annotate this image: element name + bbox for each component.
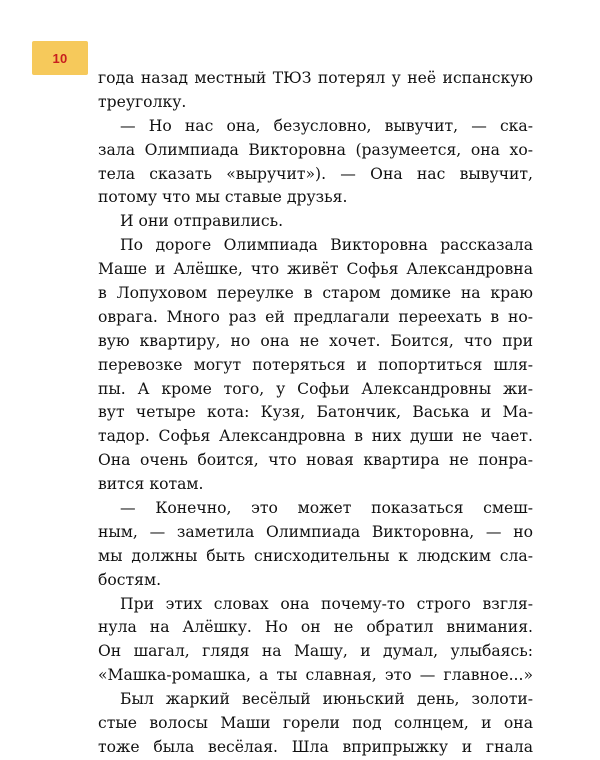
text-line: в Лопуховом переулке в старом домике на краю [98,284,533,303]
text-line: Он шагал, глядя на Машу, и думал, улыбаясь: [98,642,533,661]
text-line: треуголку. [98,92,187,111]
text-line: стые волосы Маши горели под солнцем, и она [98,714,533,733]
text-line: — Конечно, это может показаться смеш- [120,499,533,518]
text-line: мы должны быть снисходительны к людским сла- [98,546,533,565]
text-line: вится котам. [98,475,204,494]
text-line: зала Олимпиада Викторовна (разумеется, она хо- [98,140,533,159]
page-number-badge [32,41,88,75]
text-line: По дороге Олимпиада Викторовна рассказала [120,236,533,255]
text-line: тадор. Софья Александровна в них души не чает. [98,427,533,446]
text-line: — Но нас она, безусловно, вывучит, — ска- [120,116,533,135]
text-line: перевозке могут потеряться и попортиться шля- [98,355,533,374]
text-line: тоже была весёлая. Шла вприпрыжку и гнала [98,737,533,756]
text-line: «Машка-ромашка, а ты славная, это — главное...» [98,666,533,685]
text-line: пы. А кроме того, у Софьи Александровны жи- [98,379,533,398]
text-line: Маше и Алёшке, что живёт Софья Александровна [98,260,533,279]
text-line: нула на Алёшку. Но он не обратил внимания. [98,618,533,637]
text-line: тела сказать «выручит»). — Она нас вывучит, [98,164,533,183]
text-line: Она очень боится, что новая квартира не понра- [98,451,533,470]
body-text [98,67,533,760]
text-line: И они отправились. [120,212,284,231]
text-line: вую квартиру, но она не хочет. Боится, что при [98,331,533,350]
page-number: 10 [52,50,68,66]
text-line: вут четыре кота: Кузя, Батончик, Васька и Ма- [98,403,533,422]
text-line: бостям. [98,570,162,589]
text-line: При этих словах она почему-то строго взгля- [120,594,533,613]
text-line: года назад местный ТЮЗ потерял у неё испанскую [98,69,533,87]
text-line: ным, — заметила Олимпиада Викторовна, — но [98,522,533,541]
text-line: потому что мы ставые друзья. [98,188,348,207]
text-line: Был жаркий весёлый июньский день, золоти- [120,690,533,709]
text-line: оврага. Много раз ей предлагали переехать в но- [98,307,533,326]
